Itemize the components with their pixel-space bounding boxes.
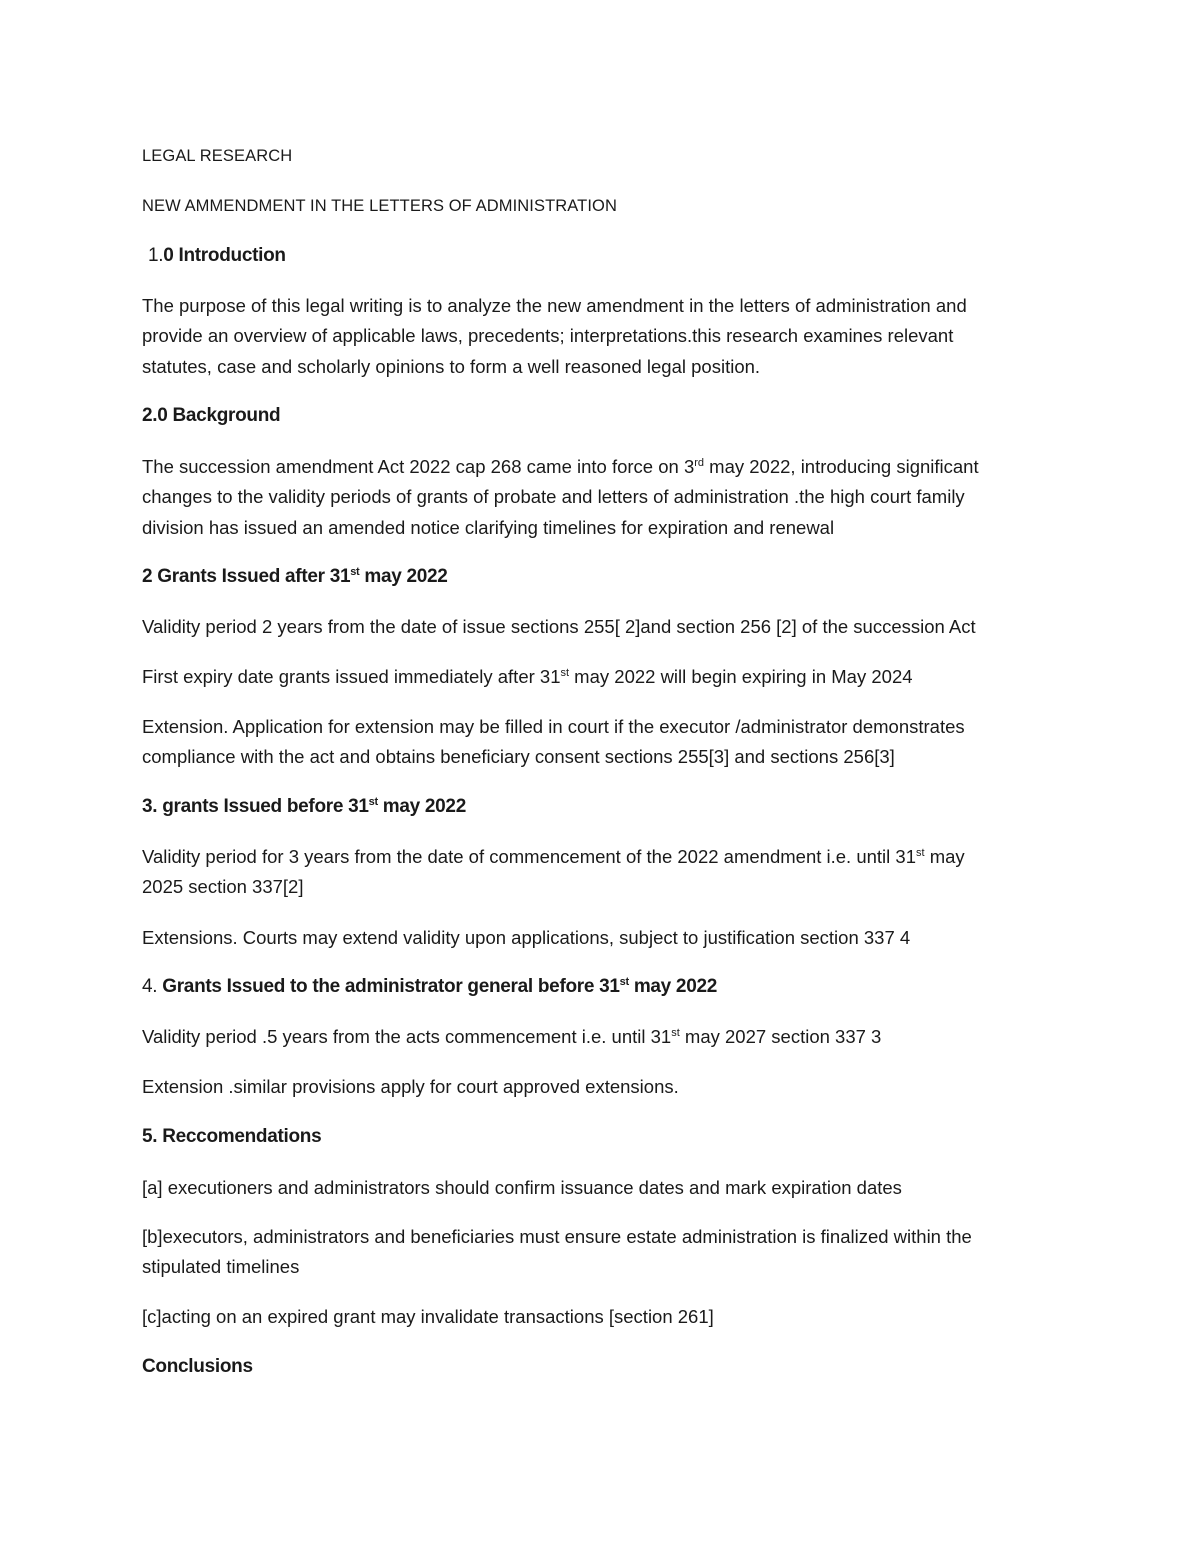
background-line-3: division has issued an amended notice clarifying timelines for expiration and renewal: [142, 517, 835, 538]
administrator-general-validity: [142, 1026, 881, 1048]
grants-after-validity: Validity period 2 years from the date of issue sections 255[ 2]and section 256 [2] of the succession Act: [142, 616, 976, 637]
grants-before-validity-text-b: may: [924, 846, 965, 867]
grants-before-validity-superscript: st: [916, 847, 925, 859]
grants-after-extension-line-1: Extension. Application for extension may be filled in court if the executor /administrator demonstrates: [142, 716, 965, 737]
administrator-general-validity-text-a: Validity period .5 years from the acts commencement i.e. until 31: [142, 1026, 672, 1047]
grants-before-validity-line-1: [142, 846, 965, 868]
heading-introduction-number: 1.: [148, 245, 164, 266]
heading-background: 2.0 Background: [142, 405, 281, 426]
background-line-1-text-b: may 2022, introducing significant: [704, 456, 979, 477]
grants-before-extensions: Extensions. Courts may extend validity upon applications, subject to justification section 337 4: [142, 927, 911, 948]
recommendation-b-line-2: stipulated timelines: [142, 1256, 300, 1277]
background-line-2: changes to the validity periods of grants of probate and letters of administration .the high court family: [142, 486, 965, 507]
heading-administrator-general-number: 4.: [142, 976, 163, 997]
heading-administrator-general-text-b: may 2022: [628, 976, 717, 997]
grants-after-expiry-superscript: st: [560, 667, 570, 679]
background-line-1-text-a: The succession amendment Act 2022 cap 268 came into force on 3: [142, 456, 695, 477]
document-title: LEGAL RESEARCH: [142, 147, 293, 165]
grants-after-expiry-text-a: First expiry date grants issued immediately after 31: [142, 666, 561, 687]
heading-grants-after-text-b: may 2022: [359, 566, 448, 587]
recommendation-a: [a] executioners and administrators should confirm issuance dates and mark expiration dates: [142, 1177, 902, 1198]
heading-grants-before-superscript: st: [368, 796, 378, 808]
heading-administrator-general-superscript: st: [619, 976, 629, 988]
heading-administrator-general: [142, 976, 717, 998]
grants-before-validity-text-a: Validity period for 3 years from the date of commencement of the 2022 amendment i.e. until 31: [142, 846, 916, 867]
grants-before-validity-line-2: 2025 section 337[2]: [142, 876, 304, 897]
heading-grants-before-text-b: may 2022: [377, 796, 466, 817]
grants-after-expiry-text-b: may 2022 will begin expiring in May 2024: [569, 666, 913, 687]
administrator-general-validity-superscript: st: [671, 1027, 680, 1039]
heading-recommendations: 5. Reccomendations: [142, 1126, 322, 1147]
background-line-1-superscript: rd: [694, 457, 705, 469]
recommendation-c: [c]acting on an expired grant may invalidate transactions [section 261]: [142, 1306, 714, 1327]
heading-introduction: [148, 245, 286, 267]
document-subtitle: NEW AMMENDMENT IN THE LETTERS OF ADMINISTRATION: [142, 197, 617, 215]
administrator-general-validity-text-b: may 2027 section 337 3: [679, 1026, 882, 1047]
heading-introduction-title: 0 Introduction: [163, 245, 286, 266]
heading-conclusions: Conclusions: [142, 1356, 253, 1377]
heading-grants-before: [142, 796, 466, 818]
introduction-line-1: The purpose of this legal writing is to analyze the new amendment in the letters of administration and: [142, 295, 967, 316]
heading-administrator-general-text-a: Grants Issued to the administrator general before 31: [162, 976, 620, 997]
grants-after-expiry: [142, 666, 913, 688]
recommendation-b-line-1: [b]executors, administrators and beneficiaries must ensure estate administration is finalized within the: [142, 1226, 972, 1247]
heading-grants-after-superscript: st: [350, 566, 360, 578]
administrator-general-extension: Extension .similar provisions apply for court approved extensions.: [142, 1076, 679, 1097]
heading-grants-after-text-a: 2 Grants Issued after 31: [142, 566, 351, 587]
grants-after-extension-line-2: compliance with the act and obtains beneficiary consent sections 255[3] and sections 256[3]: [142, 746, 895, 767]
introduction-line-3: statutes, case and scholarly opinions to form a well reasoned legal position.: [142, 356, 761, 377]
heading-grants-before-text-a: 3. grants Issued before 31: [142, 796, 369, 817]
introduction-line-2: provide an overview of applicable laws, precedents; interpretations.this research examines relevant: [142, 325, 954, 346]
background-line-1: [142, 456, 979, 478]
heading-grants-after: [142, 566, 448, 588]
